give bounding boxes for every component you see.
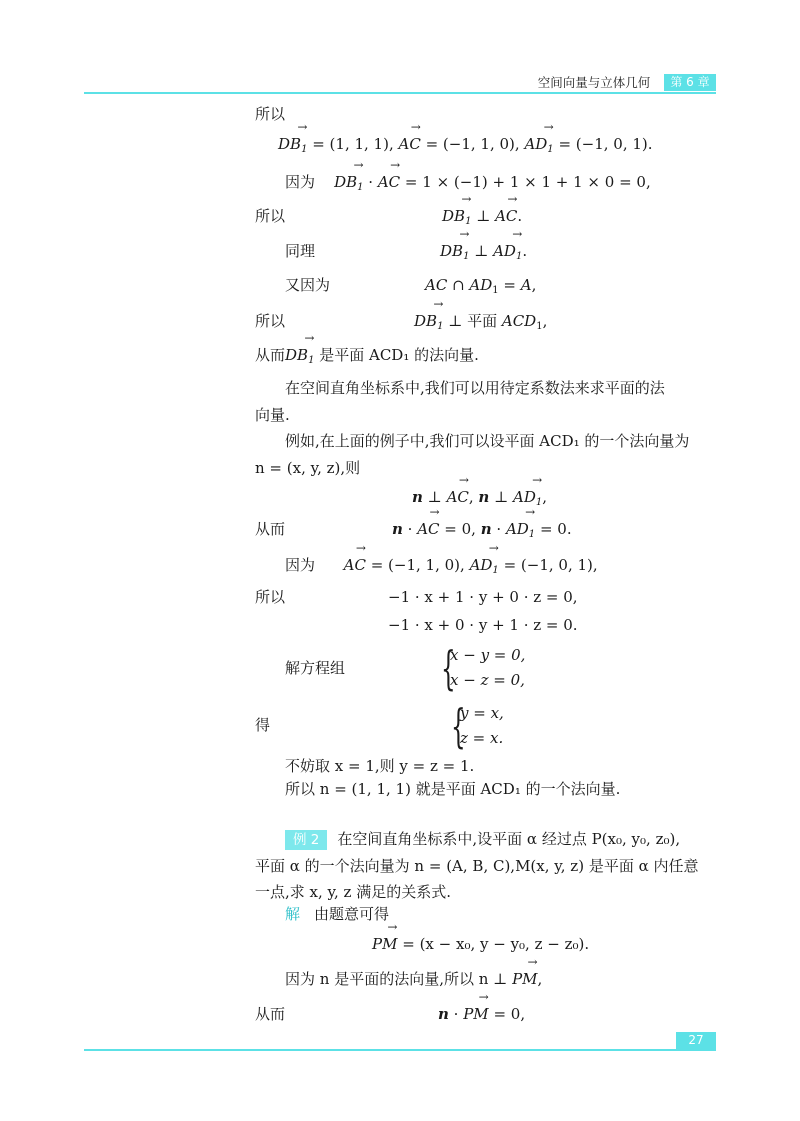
solution-intro: 解 由题意可得: [285, 905, 390, 923]
text-de: 得: [255, 716, 271, 734]
text-jiefangchengzu: 解方程组: [285, 659, 346, 677]
text-suoyi-1: 所以: [255, 105, 286, 123]
text-suoyi-3: 所以: [255, 312, 286, 330]
solution-label: 解: [285, 905, 301, 923]
text-suoyi-4: 所以: [255, 588, 286, 606]
text-from: 从而: [255, 1005, 286, 1023]
system-1-line-1: x − y = 0,: [450, 646, 526, 664]
system-1-line-2: x − z = 0,: [450, 671, 525, 689]
equation-dot-product: 因为 → $DB_1$ · → AC = 1 × (−1) + 1 × 1 + 1 × 0 = 0,: [285, 172, 651, 198]
sentence-conclusion: 所以 n = (1, 1, 1) 就是平面 ACD₁ 的一个法向量.: [285, 780, 621, 798]
left-brace-1: {: [441, 641, 456, 695]
equation-n-dot: n · → AC = 0, n · → $AD_1 = 0$.: [392, 519, 572, 545]
equation-vectors: → $DB_1 = (1$, 1, 1), → AC = (−1, 1, 0), → $AD_1 = (-1$, 0, 1).: [278, 134, 653, 160]
example-2-line-2: 平面 α 的一个法向量为 n = (A, B, C),M(x, y, z) 是平面 α 内任意: [255, 857, 699, 875]
equation-pm: → PM = (x − x₀, y − y₀, z − z₀).: [372, 934, 589, 954]
example-2-line-1: 例 2 在空间直角坐标系中,设平面 α 经过点 P(x₀, y₀, z₀),: [285, 829, 680, 850]
equation-ac-ad1: 因为 → AC = (−1, 1, 0), → $AD_1 = (-1$, 0, 1),: [285, 555, 598, 581]
equation-perp-plane: → $DB_1$ ⊥ 平面 $ACD_1$,: [414, 311, 547, 337]
text-suoyi-2: 所以: [255, 207, 286, 225]
chapter-title: 空间向量与立体几何: [537, 75, 651, 90]
footer-rule: [84, 1049, 716, 1051]
system-2-line-1: y = x,: [460, 704, 504, 722]
system-2-line-2: z = x.: [460, 729, 504, 747]
equation-n-perp: n ⊥ → AC, n ⊥ → $AD_1$,: [412, 487, 547, 513]
sentence-take-x: 不妨取 x = 1,则 y = z = 1.: [285, 757, 475, 775]
equation-sys-a2: −1 · x + 0 · y + 1 · z = 0.: [388, 616, 578, 634]
sentence-n-normal: 因为 n 是平面的法向量,所以 n ⊥ → PM,: [285, 969, 542, 989]
equation-n-dot-pm: n · → PM = 0,: [438, 1004, 525, 1024]
left-brace-2: {: [451, 699, 466, 753]
equation-sys-a1: −1 · x + 1 · y + 0 · z = 0,: [388, 588, 578, 606]
paragraph-1-line-2: 向量.: [255, 406, 290, 424]
header-rule: [84, 92, 716, 94]
text-youyinwei: 又因为: [285, 276, 331, 294]
example-label: 例 2: [285, 830, 327, 850]
text-conger: 从而: [255, 520, 286, 538]
page-number: 27: [676, 1032, 716, 1049]
equation-perp-1: → $DB_1$ ⊥ → AC.: [442, 206, 522, 232]
paragraph-1-line-1: 在空间直角坐标系中,我们可以用待定系数法来求平面的法: [285, 379, 665, 397]
chapter-badge: 第 6 章: [664, 74, 716, 91]
text-yinwei: 因为: [285, 173, 316, 191]
text-tongli: 同理: [285, 242, 316, 260]
sentence-normal-vector: 从而→ $DB_1$ 是平面 ACD₁ 的法向量.: [255, 345, 479, 371]
example-2-line-3: 一点,求 x, y, z 满足的关系式.: [255, 883, 451, 901]
paragraph-2-line-1: 例如,在上面的例子中,我们可以设平面 ACD₁ 的一个法向量为: [285, 432, 690, 450]
equation-intersect: AC ∩ $AD_1 = A$,: [425, 276, 537, 296]
equation-perp-2: → $DB_1$ ⊥ → $AD_1$.: [440, 241, 527, 267]
paragraph-2-line-2: n = (x, y, z),则: [255, 459, 361, 477]
